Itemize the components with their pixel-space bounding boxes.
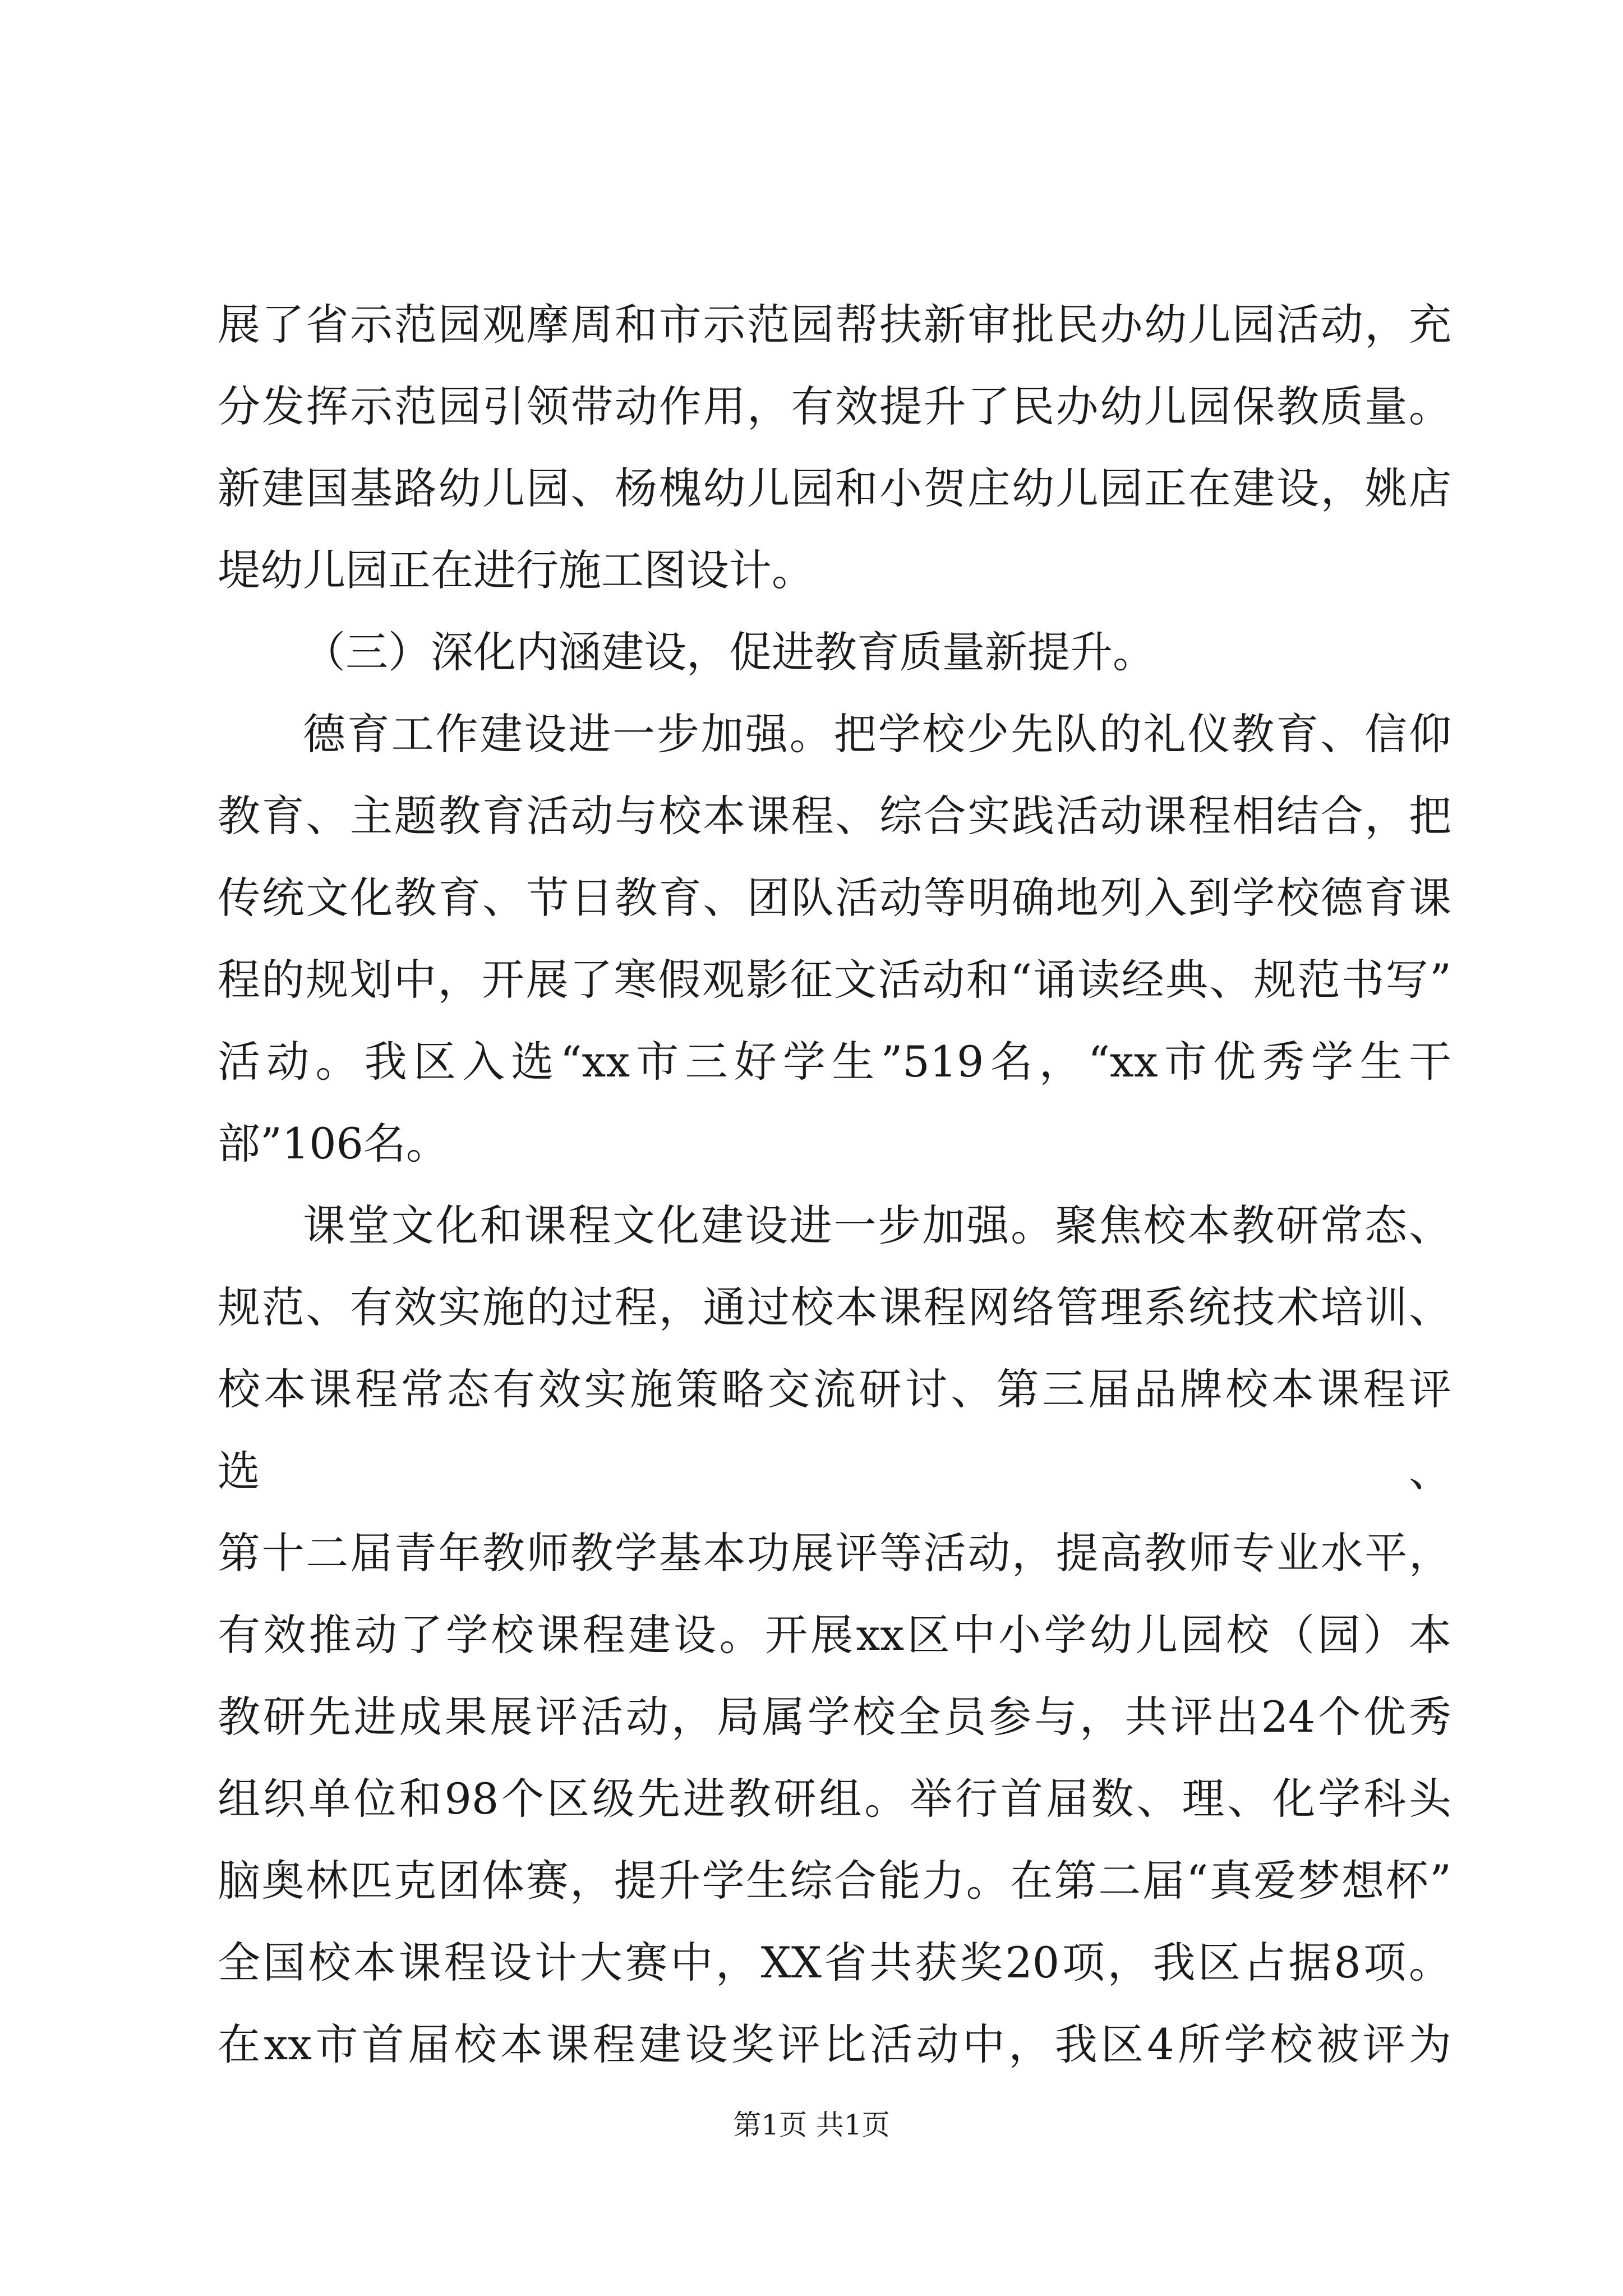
- document-body: [218, 284, 1451, 2086]
- text-line: 活动。我区入选“xx市三好学生”519名，“xx市优秀学生干: [218, 1037, 1451, 1087]
- text-line: 分发挥示范园引领带动作用，有效提升了民办幼儿园保教质量。: [218, 381, 1451, 431]
- page-number-label: 第1页 共1页: [733, 2109, 890, 2141]
- text-line: 展了省示范园观摩周和市示范园帮扶新审批民办幼儿园活动，充: [218, 300, 1451, 349]
- text-line: 新建国基路幼儿园、杨槐幼儿园和小贺庄幼儿园正在建设，姚店: [218, 463, 1451, 513]
- text-line: 德育工作建设进一步加强。把学校少先队的礼仪教育、信仰: [303, 709, 1451, 759]
- text-line: 教育、主题教育活动与校本课程、综合实践活动课程相结合，把: [218, 791, 1451, 841]
- text-line: 校本课程常态有效实施策略交流研讨、第三届品牌校本课程评选、: [218, 1364, 1451, 1496]
- text-line: 全国校本课程设计大赛中，XX省共获奖20项，我区占据8项。: [218, 1938, 1451, 1987]
- text-line: 部”106名。: [218, 1119, 449, 1168]
- text-line: 堤幼儿园正在进行施工图设计。: [218, 545, 814, 595]
- text-line: 教研先进成果展评活动，局属学校全员参与，共评出24个优秀: [218, 1692, 1451, 1742]
- text-line: 有效推动了学校课程建设。开展xx区中小学幼儿园校（园）本: [218, 1610, 1451, 1660]
- text-line: 组织单位和98个区级先进教研组。举行首届数、理、化学科头: [218, 1774, 1451, 1824]
- text-line: 传统文化教育、节日教育、团队活动等明确地列入到学校德育课: [218, 873, 1451, 923]
- text-line: 第十二届青年教师教学基本功展评等活动，提高教师专业水平，: [218, 1528, 1451, 1578]
- text-line: 程的规划中，开展了寒假观影征文活动和“诵读经典、规范书写”: [218, 955, 1451, 1005]
- text-line: 在xx市首届校本课程建设奖评比活动中，我区4所学校被评为: [218, 2019, 1451, 2069]
- page-footer: [0, 2108, 1623, 2142]
- text-line: 脑奥林匹克团体赛，提升学生综合能力。在第二届“真爱梦想杯”: [218, 1856, 1451, 1906]
- section-heading: （三）深化内涵建设，促进教育质量新提升。: [303, 627, 1155, 677]
- text-line: 规范、有效实施的过程，通过校本课程网络管理系统技术培训、: [218, 1282, 1451, 1332]
- text-line: 课堂文化和课程文化建设进一步加强。聚焦校本教研常态、: [303, 1200, 1451, 1250]
